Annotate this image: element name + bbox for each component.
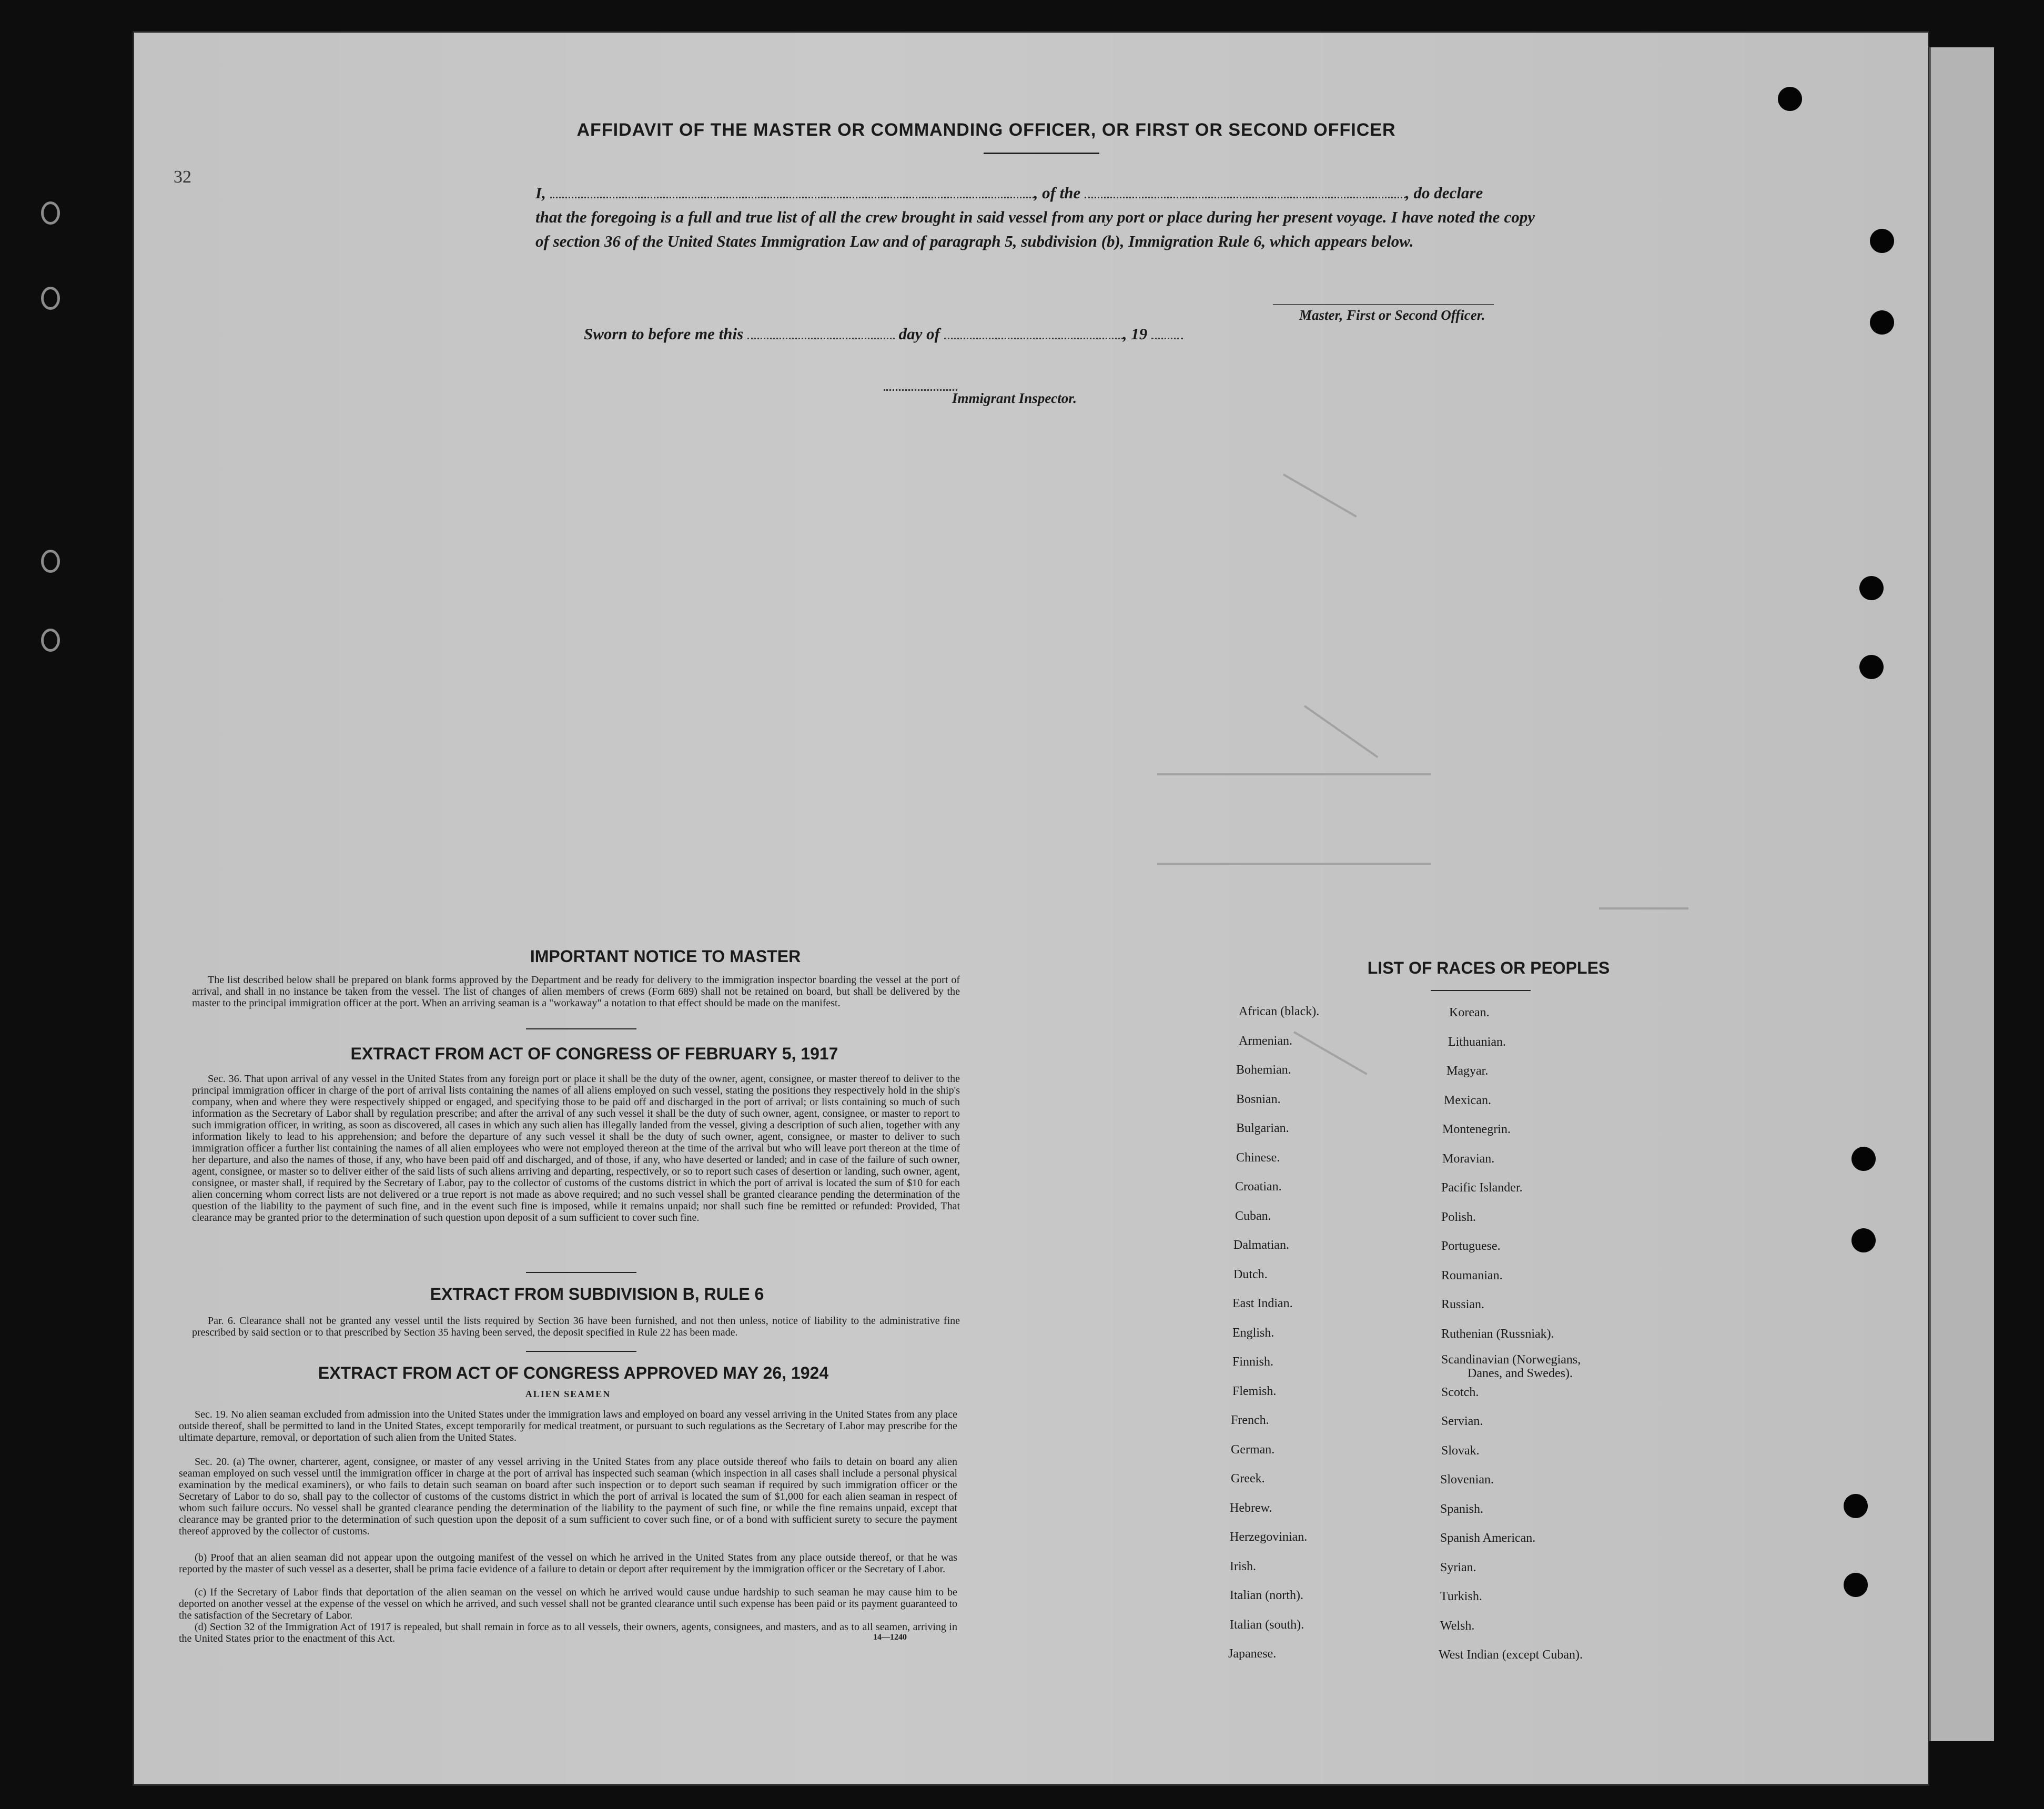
race-item: French.: [1231, 1413, 1269, 1427]
race-item: Chinese.: [1236, 1151, 1280, 1165]
race-item: Ruthenian (Russniak).: [1441, 1327, 1554, 1341]
binder-ring: [41, 201, 60, 225]
section-divider: [526, 1272, 636, 1273]
race-item: Scandinavian (Norwegians,: [1441, 1353, 1581, 1367]
race-item: Syrian.: [1440, 1561, 1476, 1574]
race-item: Welsh.: [1440, 1619, 1475, 1633]
notice-text: The list described below shall be prepared on blank forms approved by the Department and be ready for delivery to the immigration inspector boarding the vessel at the port of arrival, and shall in no instance be taken from the vessel. The list of changes of alien members of crews (Form 689) shall not be retained on board, but shall be delivered by the master to the principal immigration officer at the port. When an arriving seaman is a "workaway" a notation to that effect should be made on the manifest.: [192, 974, 960, 1009]
race-item: Korean.: [1449, 1006, 1490, 1019]
race-item: German.: [1231, 1443, 1275, 1457]
race-item: Spanish American.: [1440, 1531, 1536, 1545]
race-item: Hebrew.: [1230, 1501, 1272, 1515]
race-item: Servian.: [1441, 1414, 1483, 1428]
punch-hole: [1778, 87, 1802, 111]
race-item: Herzegovinian.: [1230, 1530, 1308, 1544]
affidavit-declare-label: , do declare: [1405, 184, 1483, 202]
sworn-label: Sworn to before me this: [584, 325, 744, 343]
section-divider: [526, 1351, 636, 1352]
race-item: Italian (north).: [1230, 1589, 1303, 1602]
race-item: Russian.: [1441, 1298, 1485, 1311]
section-divider: [526, 1028, 636, 1029]
extract-rule6-title: EXTRACT FROM SUBDIVISION B, RULE 6: [430, 1285, 764, 1303]
vessel-name-field[interactable]: [1085, 197, 1405, 198]
race-item: African (black).: [1239, 1005, 1320, 1018]
race-item: Slovenian.: [1440, 1473, 1494, 1487]
sworn-year-label: , 19: [1122, 325, 1148, 343]
punch-hole: [1851, 1147, 1876, 1171]
extract-1917-text: Sec. 36. That upon arrival of any vessel in the United States from any foreign port or place it shall be the duty of the owner, agent, consignee, or master thereof to deliver to the principal immigration officer in charge of the port of arrival lists containing the names of all aliens employed on such vessel, stating the positions they respectively hold in the ship's company, when and where they were respectively shipped or engaged, and specifying those to be paid off and discharged in the port of arrival; or lists containing so much of such information as the Secretary of Labor shall by regulation prescribe; and after the arrival of any such vessel it shall be the duty of such owner, agent, consignee, or master to report to such immigration officer, in writing, as soon as discovered, all cases in which any such alien has illegally landed from the vessel, giving a description of such alien, together with any information likely to lead to his apprehension; and before the departure of any such vessel it shall be the duty of such owner, agent, consignee, or master to deliver to such immigration officer a further list containing the names of all alien employees who were not employed thereon at the time of the arrival but who will leave port thereon at the time of her departure, and also the names of those, if any, who have been paid off and discharged, and of those, if any, who have deserted or landed; and in case of the failure of such owner, agent, consignee, or master so to deliver either of the said lists of such aliens arriving and departing, respectively, or so to report such cases of desertion or landing, such owner, agent, consignee, or master shall, if required by the Secretary of Labor, pay to the collector of customs of the customs district in which the port of arrival is located the sum of $10 for each alien concerning whom correct lists are not delivered or a true report is not made as above required; and no such vessel shall be granted clearance pending the determination of the question of the liability to the payment of such fine, and in the event such fine is imposed, while it remains unpaid; nor shall such fine be remitted or refunded: Provided, That clearance may be granted prior to the determination of such question upon deposit of a sum sufficient to cover such fine.: [192, 1073, 960, 1224]
race-item: Lithuanian.: [1448, 1035, 1506, 1049]
race-item: East Indian.: [1232, 1297, 1293, 1310]
punch-hole: [1859, 576, 1884, 600]
inspector-signature-label: Immigrant Inspector.: [952, 390, 1077, 406]
alien-seamen-subtitle: ALIEN SEAMEN: [525, 1389, 611, 1399]
race-item: Bulgarian.: [1236, 1121, 1289, 1135]
affidavit-declaration-line: [535, 181, 1535, 205]
race-item: Dutch.: [1233, 1268, 1268, 1281]
punch-hole: [1851, 1228, 1876, 1252]
extract-1924-sec20b: (b) Proof that an alien seaman did not appear upon the outgoing manifest of the vessel on which he arrived in the United States from any place outside thereof, or that he was reported by the master of such vessel as a deserter, shall be prima facie evidence of a failure to detain or deport after requirement by the immigration officer or the Secretary of Labor.: [179, 1552, 957, 1575]
punch-hole: [1859, 655, 1884, 679]
race-item: Bosnian.: [1236, 1093, 1281, 1106]
race-item: Turkish.: [1440, 1590, 1482, 1603]
race-item: Spanish.: [1440, 1502, 1484, 1516]
extract-1917-title: EXTRACT FROM ACT OF CONGRESS OF FEBRUARY 5, 1917: [350, 1044, 838, 1063]
race-item: Slovak.: [1441, 1444, 1480, 1458]
punch-hole: [1844, 1494, 1868, 1518]
sworn-day-field[interactable]: [747, 338, 895, 339]
race-item: Scotch.: [1441, 1386, 1479, 1399]
race-item: Polish.: [1441, 1210, 1476, 1224]
affidavit-of-the-label: , of the: [1034, 184, 1081, 202]
race-item: Italian (south).: [1230, 1618, 1304, 1632]
inspector-signature-line[interactable]: [884, 389, 957, 391]
race-item: Magyar.: [1446, 1064, 1489, 1078]
notice-title: IMPORTANT NOTICE TO MASTER: [530, 947, 801, 966]
punch-hole: [1870, 310, 1894, 335]
race-item: Irish.: [1230, 1560, 1256, 1573]
page-edge-strip: [1929, 47, 1994, 1741]
race-item: West Indian (except Cuban).: [1439, 1648, 1583, 1662]
master-name-field[interactable]: [550, 197, 1034, 198]
extract-1924-sec19: Sec. 19. No alien seaman excluded from admission into the United States under the immigration laws and employed on board any vessel arriving in the United States from any place outside thereof, shall be permitted to land in the United States, except temporarily for medical treatment, or pursuant to such regulations as the Secretary of Labor may prescribe for the ultimate departure, removal, or deportation of such alien from the United States.: [179, 1409, 957, 1443]
extract-rule6-text: Par. 6. Clearance shall not be granted any vessel until the lists required by Section 36 have been furnished, and not then unless, notice of liability to the administrative fine prescribed by said section or to that prescribed by Section 35 having been served, the deposit specified in Rule 22 has been made.: [192, 1315, 960, 1338]
sworn-month-field[interactable]: [944, 338, 1123, 339]
race-item: Montenegrin.: [1442, 1123, 1511, 1136]
race-item: Greek.: [1231, 1472, 1265, 1485]
races-title: LIST OF RACES OR PEOPLES: [1367, 958, 1610, 977]
race-item: Japanese.: [1228, 1647, 1277, 1661]
binder-ring: [41, 629, 60, 652]
race-item: Mexican.: [1444, 1094, 1491, 1107]
sworn-day-of-label: day of: [898, 325, 940, 343]
binder-ring: [41, 287, 60, 310]
race-item: Flemish.: [1232, 1384, 1277, 1398]
race-item: Cuban.: [1235, 1209, 1271, 1223]
races-title-underline: [1431, 990, 1531, 991]
race-item: Moravian.: [1442, 1152, 1495, 1166]
race-item: Armenian.: [1239, 1034, 1292, 1048]
extract-1924-sec20d: (d) Section 32 of the Immigration Act of 1917 is repealed, but shall remain in force as to all vessels, their owners, agents, consignees, and masters, and as to all seamen, arriving in the United States prior to the enactment of this Act.: [179, 1621, 957, 1644]
master-signature-line[interactable]: [1273, 304, 1494, 305]
race-item: English.: [1232, 1326, 1274, 1340]
extract-1924-title: EXTRACT FROM ACT OF CONGRESS APPROVED MAY 26, 1924: [318, 1363, 829, 1382]
race-item: Finnish.: [1232, 1355, 1274, 1369]
race-item: Pacific Islander.: [1441, 1181, 1523, 1195]
race-item: Croatian.: [1235, 1180, 1282, 1194]
master-signature-label: Master, First or Second Officer.: [1299, 307, 1485, 323]
title-underline: [984, 153, 1099, 154]
sworn-year-field[interactable]: [1151, 338, 1183, 339]
affidavit-body: that the foregoing is a full and true list of all the crew brought in said vessel from any port or place during her present voyage. I have noted the copy of section 36 of the United States Immigration Law and of paragraph 5, subdivision (b), Immigration Rule 6, which appears below.: [535, 208, 1535, 250]
race-item: Bohemian.: [1236, 1063, 1291, 1077]
race-item: Portuguese.: [1441, 1239, 1501, 1253]
race-item-continuation: Danes, and Swedes).: [1468, 1367, 1573, 1380]
form-number: 14—1240: [873, 1633, 907, 1642]
punch-hole: [1844, 1573, 1868, 1597]
race-item: Dalmatian.: [1233, 1238, 1289, 1252]
race-item: Roumanian.: [1441, 1269, 1503, 1282]
affidavit-title: AFFIDAVIT OF THE MASTER OR COMMANDING OFFICER, OR FIRST OR SECOND OFFICER: [576, 120, 1396, 140]
margin-number: 32: [174, 167, 191, 187]
punch-hole: [1870, 229, 1894, 253]
sworn-line: [584, 322, 1183, 346]
extract-1924-sec20c: (c) If the Secretary of Labor finds that deportation of the alien seaman on the vessel on which he arrived would cause undue hardship to such seaman he may cause him to be deported on another vessel at the expense of the vessel on which he arrived, and such vessel shall not be granted clearance until such expense has been paid or its payment guaranteed to the satisfaction of the Secretary of Labor.: [179, 1586, 957, 1621]
extract-1924-sec20a: Sec. 20. (a) The owner, charterer, agent, consignee, or master of any vessel arriving in the United States from any place outside thereof who fails to detain on board any alien seaman employed on such vessel until the immigration officer in charge at the port of arrival has inspected such seaman (which inspection in all cases shall include a personal physical examination by the medical examiners), or who fails to detain such seaman on board after such inspection or to deport such seaman if required by such immigration officer or the Secretary of Labor to do so, shall pay to the collector of customs of the customs district in which the port of arrival is located the sum of $1,000 for each alien seaman in respect of whom such failure occurs. No vessel shall be granted clearance pending the determination of the liability to the payment of such fine, or while the fine remains unpaid, except that clearance may be granted prior to the determination of such question upon the deposit of a sum sufficient to cover such fine, or of a bond with sufficient surety to secure the payment thereof approved by the collector of customs.: [179, 1456, 957, 1537]
binder-ring: [41, 550, 60, 573]
affidavit-i-label: I,: [535, 184, 546, 202]
